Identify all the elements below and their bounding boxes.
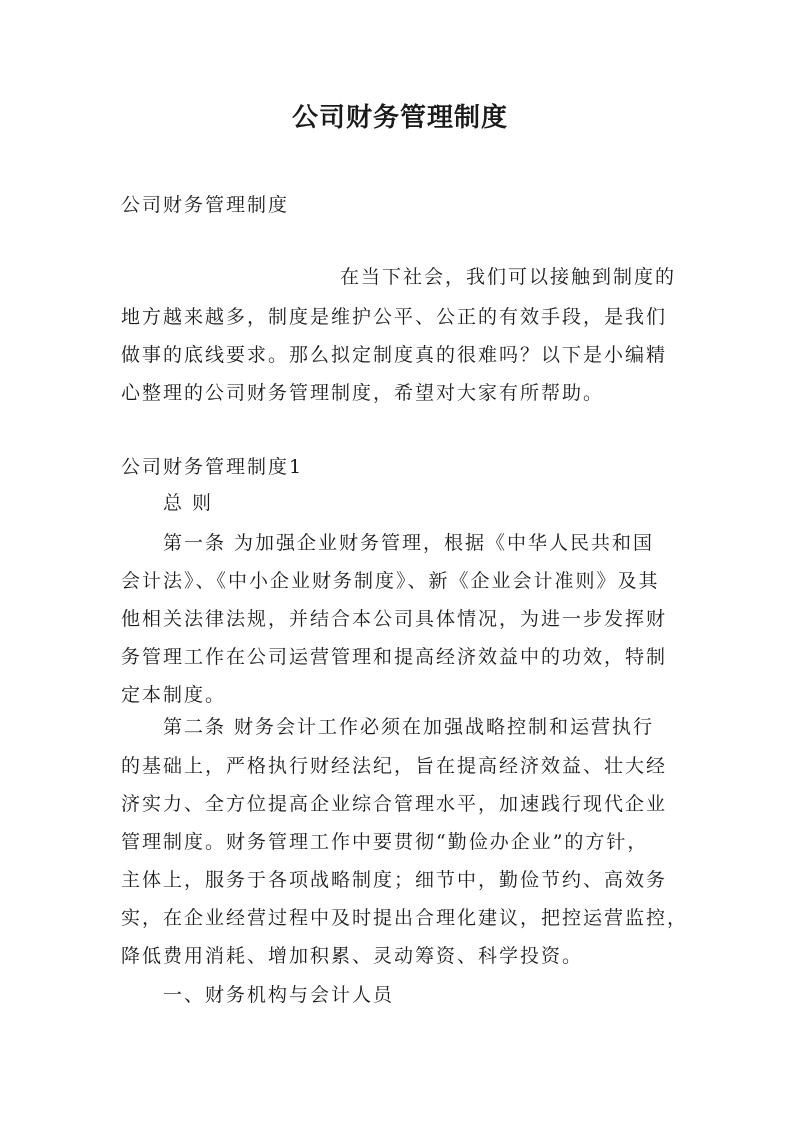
article-2-line-6: 实，在企业经营过程中及时提出合理化建议，把控运营监控， xyxy=(121,907,689,929)
article-1-line-1: 第一条 为加强企业财务管理，根据《中华人民共和国 xyxy=(163,532,655,554)
article-2-line-7: 降低费用消耗、增加积累、灵动筹资、科学投资。 xyxy=(121,945,584,967)
document-title: 公司财务管理制度 xyxy=(291,103,508,133)
article-1-line-5: 定本制度。 xyxy=(121,684,227,706)
article-1-line-4: 务管理工作在公司运营管理和提高经济效益中的功效，特制 xyxy=(121,646,668,668)
article-1-line-3: 他相关法律法规，并结合本公司具体情况，为进一步发挥财 xyxy=(121,608,668,630)
article-2-line-4: 管理制度。财务管理工作中要贯彻“勤俭办企业”的方针， xyxy=(121,831,649,853)
document-subtitle: 公司财务管理制度 xyxy=(121,194,290,216)
article-1-line-2: 会计法》、《中小企业财务制度》、新《企业会计准则》及其 xyxy=(121,570,660,592)
intro-line-3: 做事的底线要求。那么拟定制度真的很难吗？以下是小编精 xyxy=(121,344,668,366)
intro-line-1: 在当下社会，我们可以接触到制度的 xyxy=(340,266,677,288)
intro-line-2: 地方越来越多，制度是维护公平、公正的有效手段，是我们 xyxy=(121,306,668,328)
intro-line-4: 心整理的公司财务管理制度，希望对大家有所帮助。 xyxy=(121,382,605,404)
article-2-line-5: 主体上，服务于各项战略制度；细节中，勤俭节约、高效务 xyxy=(121,869,668,891)
subsection-heading: 一、财务机构与会计人员 xyxy=(163,984,395,1006)
article-2-line-1: 第二条 财务会计工作必须在加强战略控制和运营执行 xyxy=(163,716,655,738)
section-heading: 公司财务管理制度1 xyxy=(121,456,304,478)
article-2-line-3: 济实力、全方位提高企业综合管理水平，加速践行现代企业 xyxy=(121,793,668,815)
general-provisions-heading: 总 则 xyxy=(163,492,214,514)
article-2-line-2: 的基础上，严格执行财经法纪，旨在提高经济效益、壮大经 xyxy=(121,755,668,777)
